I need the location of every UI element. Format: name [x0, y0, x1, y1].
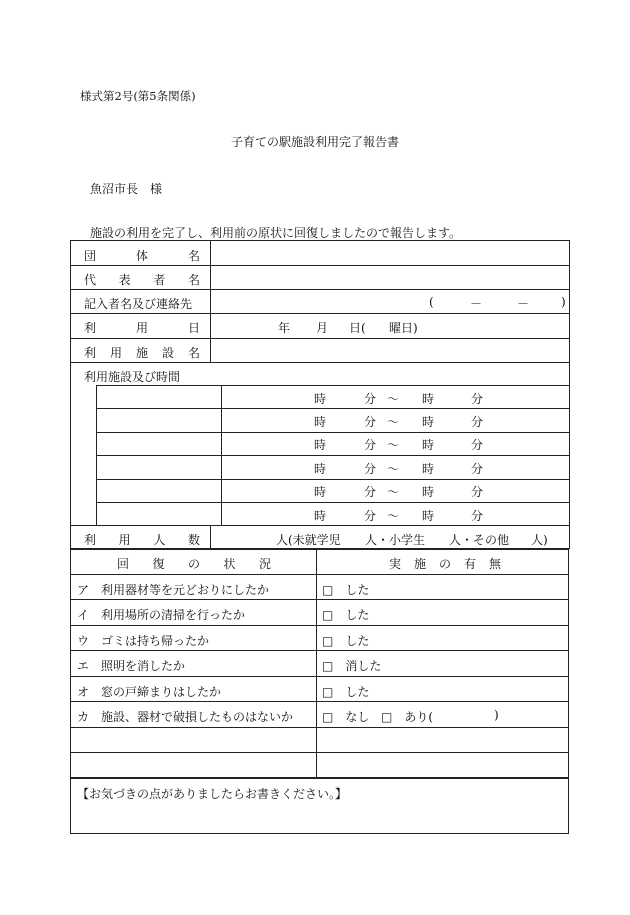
time-row-h1: 時 — [314, 485, 327, 499]
time-row-tilde: ～ — [387, 392, 400, 406]
time-row-m2: 分 — [471, 392, 484, 406]
time-row-h1: 時 — [314, 415, 327, 429]
notes-label: 【お気づきの点がありましたらお書きください。】 — [77, 787, 348, 801]
date-year: 年 — [278, 321, 291, 335]
usage-date-label: 利 用 日 — [84, 321, 200, 335]
check-item-label: エ 照明を消したか — [77, 659, 186, 673]
check-item-label: ウ ゴミは持ち帰ったか — [77, 634, 210, 648]
check-item-checkbox[interactable]: □ した — [322, 583, 370, 597]
facility-label: 利 用 施 設 名 — [84, 346, 200, 360]
phone-dash-2: － — [517, 297, 530, 311]
group-name-label: 団 体 名 — [84, 249, 200, 263]
check-item-checkbox[interactable]: □ した — [322, 634, 370, 648]
time-row-h1: 時 — [314, 392, 327, 406]
date-day: 日( — [349, 321, 366, 335]
time-row-m1: 分 — [364, 415, 377, 429]
time-row-tilde: ～ — [387, 415, 400, 429]
damage-close: ) — [494, 708, 499, 722]
time-row-m2: 分 — [471, 485, 484, 499]
damage-none-checkbox[interactable]: □ なし — [322, 710, 370, 724]
check-item-label: イ 利用場所の清掃を行ったか — [77, 608, 246, 622]
time-row-tilde: ～ — [387, 509, 400, 523]
people-child: 人・小学生 — [365, 533, 426, 547]
representative-label: 代 表 者 名 — [84, 273, 200, 287]
damage-label: カ 施設、器材で破損したものはないか — [77, 710, 294, 724]
time-row-m1: 分 — [364, 438, 377, 452]
check-item-checkbox[interactable]: □ した — [322, 685, 370, 699]
time-row-m2: 分 — [471, 438, 484, 452]
facility-time-label: 利用施設及び時間 — [84, 370, 181, 384]
time-row-m2: 分 — [471, 462, 484, 476]
time-row-tilde: ～ — [387, 438, 400, 452]
people-total: 人(未就学児 — [276, 533, 341, 547]
time-row-h1: 時 — [314, 438, 327, 452]
date-month: 月 — [316, 321, 329, 335]
check-item-checkbox[interactable]: □ した — [322, 608, 370, 622]
form-number: 様式第2号(第5条関係) — [80, 89, 196, 103]
time-row-h1: 時 — [314, 509, 327, 523]
done-header: 実 施 の 有 無 — [389, 557, 501, 571]
time-row-tilde: ～ — [387, 462, 400, 476]
intro-text: 施設の利用を完了し、利用前の原状に回復しましたので報告します。 — [90, 226, 462, 240]
phone-dash-1: － — [470, 297, 483, 311]
time-row-h1: 時 — [314, 462, 327, 476]
time-row-tilde: ～ — [387, 485, 400, 499]
time-row-h2: 時 — [422, 438, 435, 452]
time-row-h2: 時 — [422, 462, 435, 476]
time-row-h2: 時 — [422, 415, 435, 429]
phone-close: ) — [561, 295, 566, 309]
time-row-m1: 分 — [364, 485, 377, 499]
date-weekday: 曜日) — [389, 321, 418, 335]
check-item-checkbox[interactable]: □ 消した — [322, 659, 382, 673]
check-item-label: ア 利用器材等を元どおりにしたか — [77, 583, 270, 597]
check-item-label: オ 窓の戸締まりはしたか — [77, 685, 222, 699]
people-close: 人) — [531, 533, 548, 547]
time-row-m2: 分 — [471, 415, 484, 429]
document-title: 子育ての駅施設利用完了報告書 — [230, 135, 399, 149]
writer-contact-label: 記入者名及び連絡先 — [84, 297, 193, 311]
people-other: 人・その他 — [449, 533, 510, 547]
addressee: 魚沼市長 様 — [90, 182, 163, 196]
time-row-m1: 分 — [364, 392, 377, 406]
time-row-m1: 分 — [364, 509, 377, 523]
time-row-m2: 分 — [471, 509, 484, 523]
time-row-h2: 時 — [422, 392, 435, 406]
status-header: 回 復 の 状 況 — [117, 557, 271, 571]
headcount-label: 利 用 人 数 — [84, 533, 200, 547]
damage-exist-checkbox[interactable]: □ あり( — [381, 710, 434, 724]
time-row-h2: 時 — [422, 485, 435, 499]
time-row-h2: 時 — [422, 509, 435, 523]
phone-open: ( — [429, 295, 434, 309]
time-row-m1: 分 — [364, 462, 377, 476]
